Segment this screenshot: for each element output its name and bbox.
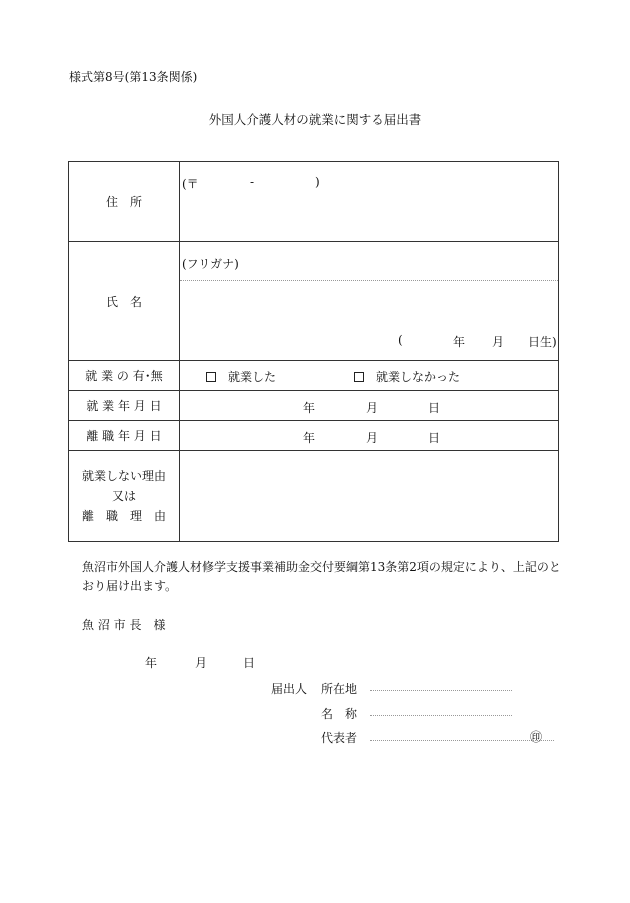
employed-checkbox[interactable]	[206, 372, 216, 382]
birth-month: 月	[492, 335, 505, 349]
leave-date-label-cell	[69, 421, 180, 451]
option-not-employed-label: 就業しなかった	[376, 370, 461, 384]
start-date-field[interactable]	[180, 391, 559, 421]
postal-code-open: (〒	[182, 177, 199, 191]
birth-year: 年	[453, 335, 466, 349]
name-field[interactable]	[180, 242, 559, 361]
start-date-day: 日	[428, 401, 441, 415]
form-number: 様式第8号(第13条関係)	[69, 70, 198, 84]
notifier-address-line[interactable]	[370, 690, 512, 691]
seal-mark: ㊞	[530, 730, 543, 744]
notifier-name-label: 名 称	[321, 707, 358, 721]
address-field[interactable]	[180, 162, 559, 242]
notifier-representative-line[interactable]	[370, 740, 554, 741]
reason-label-line-3: 離 職 理 由	[81, 509, 166, 523]
document-title: 外国人介護人材の就業に関する届出書	[208, 112, 422, 127]
option-not-employed[interactable]	[354, 368, 460, 385]
addressee: 魚 沼 市 長 様	[82, 618, 166, 632]
postal-code-close: )	[315, 175, 320, 189]
reason-label-cell	[69, 451, 180, 542]
option-employed-label: 就業した	[228, 370, 277, 384]
employment-status-label-cell	[69, 361, 180, 391]
reason-field[interactable]	[180, 451, 559, 542]
notifier-name-line[interactable]	[370, 715, 512, 716]
furigana-label: (フリガナ)	[182, 257, 239, 271]
reason-label-line-1: 就業しない理由	[81, 469, 166, 483]
employment-status-label: 就 業 の 有･無	[85, 369, 163, 383]
start-date-label-cell	[69, 391, 180, 421]
name-label: 氏 名	[105, 294, 142, 309]
option-employed[interactable]	[206, 368, 276, 385]
employment-status-field	[180, 361, 559, 391]
signature-date-day: 日	[243, 656, 256, 670]
not-employed-checkbox[interactable]	[354, 372, 364, 382]
reason-label-line-2: 又は	[111, 489, 136, 503]
name-label-cell	[69, 242, 180, 361]
address-label: 住 所	[105, 195, 142, 209]
birth-open: (	[398, 333, 403, 347]
notifier-heading: 届出人	[271, 682, 308, 696]
signature-date-year: 年	[145, 656, 158, 670]
start-date-month: 月	[366, 401, 379, 415]
start-date-label: 就 業 年 月 日	[86, 399, 162, 413]
address-label-cell	[69, 162, 180, 242]
notifier-address-label: 所在地	[321, 682, 358, 696]
start-date-year: 年	[303, 401, 316, 415]
declaration-statement: 魚沼市外国人介護人材修学支援事業補助金交付要綱第13条第2項の規定により、上記のとおり届け出ます。	[82, 560, 561, 593]
leave-date-label: 離 職 年 月 日	[86, 429, 162, 443]
leave-date-field[interactable]	[180, 421, 559, 451]
postal-code-dash: -	[250, 175, 255, 189]
birth-day: 日生)	[528, 335, 557, 349]
furigana-divider	[180, 280, 558, 281]
leave-date-year: 年	[303, 431, 316, 445]
leave-date-day: 日	[428, 431, 441, 445]
notifier-representative-label: 代表者	[321, 731, 358, 745]
notification-form-table	[68, 161, 559, 542]
leave-date-month: 月	[366, 431, 379, 445]
signature-date-month: 月	[195, 656, 208, 670]
